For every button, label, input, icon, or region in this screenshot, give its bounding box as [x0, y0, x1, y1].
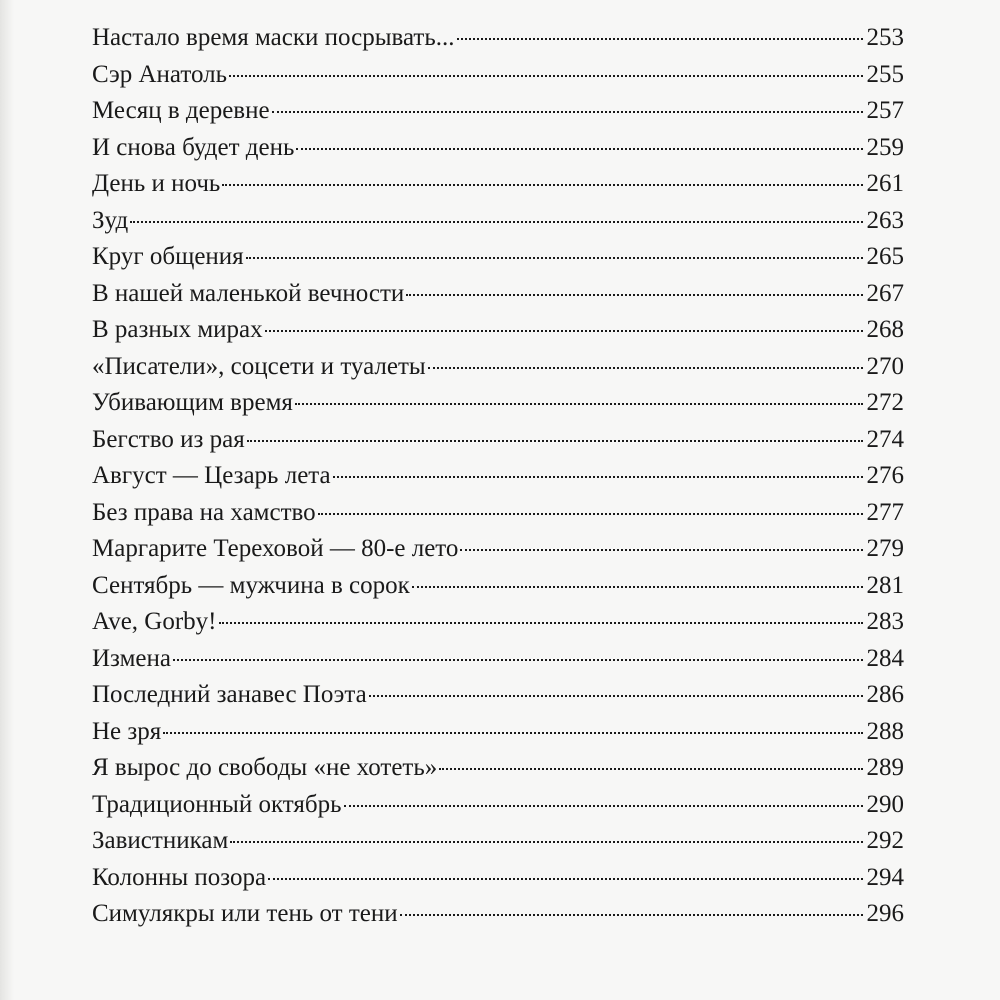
- toc-entry-title: И снова будет день: [92, 133, 295, 161]
- dot-leader: [222, 184, 862, 186]
- toc-entry: [92, 827, 904, 864]
- toc-entry: [92, 316, 904, 353]
- toc-entry: [92, 207, 904, 244]
- toc-entry-page-number: 294: [866, 863, 904, 891]
- toc-entry: [92, 353, 904, 390]
- dot-leader: [219, 622, 863, 624]
- toc-entry-page-number: 265: [866, 243, 904, 270]
- dot-leader: [369, 695, 863, 697]
- toc-entry-title: День и ночь: [92, 170, 221, 197]
- toc-entry: [92, 97, 904, 134]
- toc-entry: [92, 243, 904, 280]
- toc-entry-page-number: 283: [866, 608, 904, 635]
- dot-leader: [296, 148, 862, 150]
- dot-leader: [246, 257, 863, 259]
- toc-entry-title: Сэр Анатоль: [92, 60, 227, 88]
- toc-entry: [92, 389, 904, 426]
- toc-entry: [92, 24, 904, 61]
- toc-entry-page-number: 253: [866, 24, 904, 51]
- dot-leader: [400, 914, 863, 916]
- toc-entry-page-number: 276: [866, 462, 904, 489]
- toc-entry-page-number: 267: [866, 279, 904, 307]
- dot-leader: [265, 330, 863, 332]
- dot-leader: [229, 75, 863, 77]
- dot-leader: [428, 367, 863, 369]
- toc-entry: [92, 134, 904, 171]
- toc-entry-page-number: 259: [866, 133, 904, 161]
- toc-entry-title: Завистникам: [92, 827, 229, 854]
- toc-entry: [92, 718, 904, 755]
- toc-entry: [92, 462, 904, 499]
- toc-entry-page-number: 277: [866, 498, 904, 526]
- toc-entry-title: Не зря: [92, 717, 162, 745]
- dot-leader: [412, 586, 863, 588]
- dot-leader: [406, 294, 862, 296]
- toc-entry-title: Ave, Gorby!: [92, 608, 217, 635]
- toc-entry-title: Последний занавес Поэта: [92, 681, 367, 708]
- dot-leader: [163, 732, 862, 734]
- dot-leader: [268, 878, 862, 880]
- toc-entry-page-number: 292: [866, 827, 904, 854]
- dot-leader: [295, 403, 863, 405]
- dot-leader: [272, 111, 863, 113]
- toc-entry-title: Август — Цезарь лета: [92, 462, 331, 489]
- toc-entry-page-number: 272: [866, 389, 904, 416]
- toc-entry-title: Бегство из рая: [92, 425, 245, 453]
- toc-entry: [92, 572, 904, 609]
- toc-entry-title: Маргарите Тереховой — 80-е лето: [92, 535, 459, 562]
- toc-entry-title: Убивающим время: [92, 389, 293, 416]
- toc-entry-title: Сентябрь — мужчина в сорок: [92, 571, 410, 599]
- toc-entry-title: Месяц в деревне: [92, 97, 270, 124]
- toc-entry-page-number: 289: [866, 754, 904, 781]
- toc-entry: [92, 499, 904, 536]
- toc-entry-title: Зуд: [92, 206, 129, 234]
- toc-entry-page-number: 268: [866, 316, 904, 343]
- toc-entry: [92, 645, 904, 682]
- dot-leader: [247, 440, 863, 442]
- toc-entry-title: Круг общения: [92, 243, 244, 270]
- toc-entry-page-number: 257: [866, 97, 904, 124]
- toc-entry-title: Традиционный октябрь: [92, 790, 342, 818]
- dot-leader: [439, 768, 862, 770]
- dot-leader: [230, 841, 862, 843]
- toc-entry: [92, 608, 904, 645]
- table-of-contents: [92, 24, 904, 937]
- toc-entry: [92, 681, 904, 718]
- toc-entry: [92, 535, 904, 572]
- toc-entry-page-number: 281: [866, 571, 904, 599]
- toc-entry-title: В нашей маленькой вечности: [92, 279, 405, 307]
- toc-entry-page-number: 255: [866, 60, 904, 88]
- toc-entry-title: Измена: [92, 644, 171, 672]
- toc-entry-title: Настало время маски посрывать...: [92, 24, 455, 51]
- toc-entry-page-number: 284: [866, 644, 904, 672]
- toc-entry-title: «Писатели», соцсети и туалеты: [92, 352, 426, 380]
- dot-leader: [173, 659, 863, 661]
- dot-leader: [344, 805, 863, 807]
- toc-entry-title: Я вырос до свободы «не хотеть»: [92, 754, 438, 781]
- toc-entry-page-number: 288: [866, 717, 904, 745]
- dot-leader: [460, 549, 862, 551]
- toc-entry-page-number: 270: [866, 352, 904, 380]
- dot-leader: [333, 476, 863, 478]
- toc-entry-title: Без права на хамство: [92, 498, 316, 526]
- toc-entry: [92, 791, 904, 828]
- toc-entry: [92, 864, 904, 901]
- toc-entry: [92, 61, 904, 98]
- dot-leader: [130, 221, 862, 223]
- toc-entry-page-number: 261: [866, 170, 904, 197]
- toc-entry: [92, 754, 904, 791]
- toc-entry-page-number: 286: [866, 681, 904, 708]
- toc-entry-page-number: 274: [866, 425, 904, 453]
- toc-entry: [92, 900, 904, 937]
- toc-entry-title: Колонны позора: [92, 863, 267, 891]
- toc-entry: [92, 280, 904, 317]
- toc-entry: [92, 170, 904, 207]
- dot-leader: [457, 38, 863, 40]
- toc-entry-title: В разных мирах: [92, 316, 263, 343]
- toc-entry-title: Симулякры или тень от тени: [92, 900, 398, 927]
- dot-leader: [318, 513, 863, 515]
- toc-entry-page-number: 290: [866, 790, 904, 818]
- toc-entry-page-number: 263: [866, 206, 904, 234]
- toc-entry: [92, 426, 904, 463]
- toc-entry-page-number: 296: [866, 900, 904, 927]
- toc-entry-page-number: 279: [866, 535, 904, 562]
